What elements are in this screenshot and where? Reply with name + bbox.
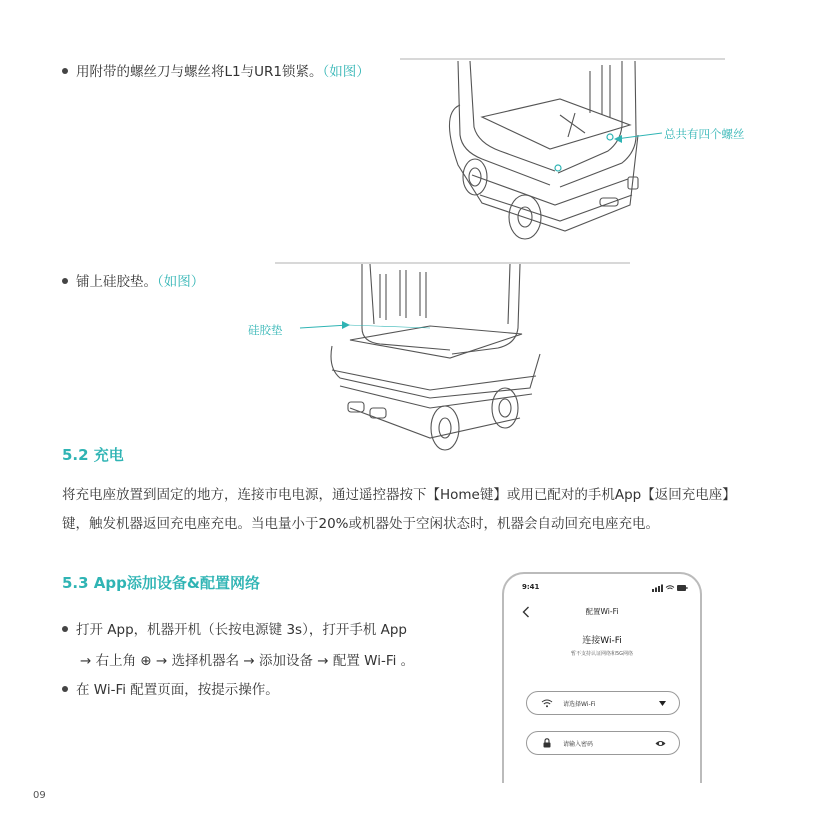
paragraph-line-1: 将充电座放置到固定的地方，连接市电电源，通过遥控器按下【Home键】或用已配对的手机App【返回充电座】 xyxy=(62,487,736,503)
bullet-dot xyxy=(62,686,68,692)
bullet-dot xyxy=(62,68,68,74)
step-1-line-1: 打开 App，机器开机（长按电源键 3s），打开手机 App xyxy=(76,622,407,638)
dropdown-arrow-icon xyxy=(659,701,666,706)
step-1 xyxy=(62,618,407,638)
signal-icon xyxy=(652,585,663,593)
figure1-ref: （如图） xyxy=(322,64,370,80)
section-5-3-heading: 5.3 App添加设备&配置网络 xyxy=(62,574,260,592)
step-2 xyxy=(62,678,279,698)
battery-icon xyxy=(677,585,688,591)
pad-callout-label: 硅胶垫 xyxy=(248,323,283,337)
status-icons xyxy=(652,584,688,592)
robot-pad-illustration xyxy=(270,258,640,458)
bullet-dot xyxy=(62,626,68,632)
status-time: 9:41 xyxy=(522,583,540,591)
eye-icon[interactable] xyxy=(655,740,666,747)
connect-wifi-note: 暂不支持认证网络和5G网络 xyxy=(570,651,634,657)
bullet-dot xyxy=(62,278,68,284)
password-placeholder: 请输入密码 xyxy=(563,741,594,748)
wifi-select[interactable] xyxy=(526,691,680,715)
figure2-ref: （如图） xyxy=(157,274,205,290)
screen-title: 配置Wi-Fi xyxy=(585,607,619,616)
wifi-icon xyxy=(541,699,553,708)
step-2-text: 在 Wi-Fi 配置页面，按提示操作。 xyxy=(76,682,279,698)
status-wifi-icon xyxy=(666,586,674,589)
password-input[interactable] xyxy=(526,731,680,755)
paragraph-line-2: 键，触发机器返回充电座充电。当电量小于20%或机器处于空闲状态时，机器会自动回充电座充电。 xyxy=(62,516,660,532)
page-number: 09 xyxy=(33,790,46,801)
figure1-instruction xyxy=(62,60,370,80)
figure1-text: 用附带的螺丝刀与螺丝将L1与UR1锁紧。 xyxy=(76,64,323,80)
figure2-text: 铺上硅胶垫。 xyxy=(76,274,157,290)
section-5-2-paragraph xyxy=(62,481,736,539)
section-5-2-heading: 5.2 充电 xyxy=(62,446,124,464)
step-1-line-2: → 右上角 ⊕ → 选择机器名 → 添加设备 → 配置 Wi-Fi 。 xyxy=(80,653,415,669)
lock-icon xyxy=(543,738,551,748)
connect-wifi-heading: 连接Wi-Fi xyxy=(582,636,622,646)
phone-mockup xyxy=(502,572,702,783)
wifi-select-placeholder: 请选择Wi-Fi xyxy=(563,701,596,708)
screws-callout-label: 总共有四个螺丝 xyxy=(664,127,745,141)
robot-top-illustration xyxy=(390,55,730,255)
figure2-instruction xyxy=(62,270,204,290)
